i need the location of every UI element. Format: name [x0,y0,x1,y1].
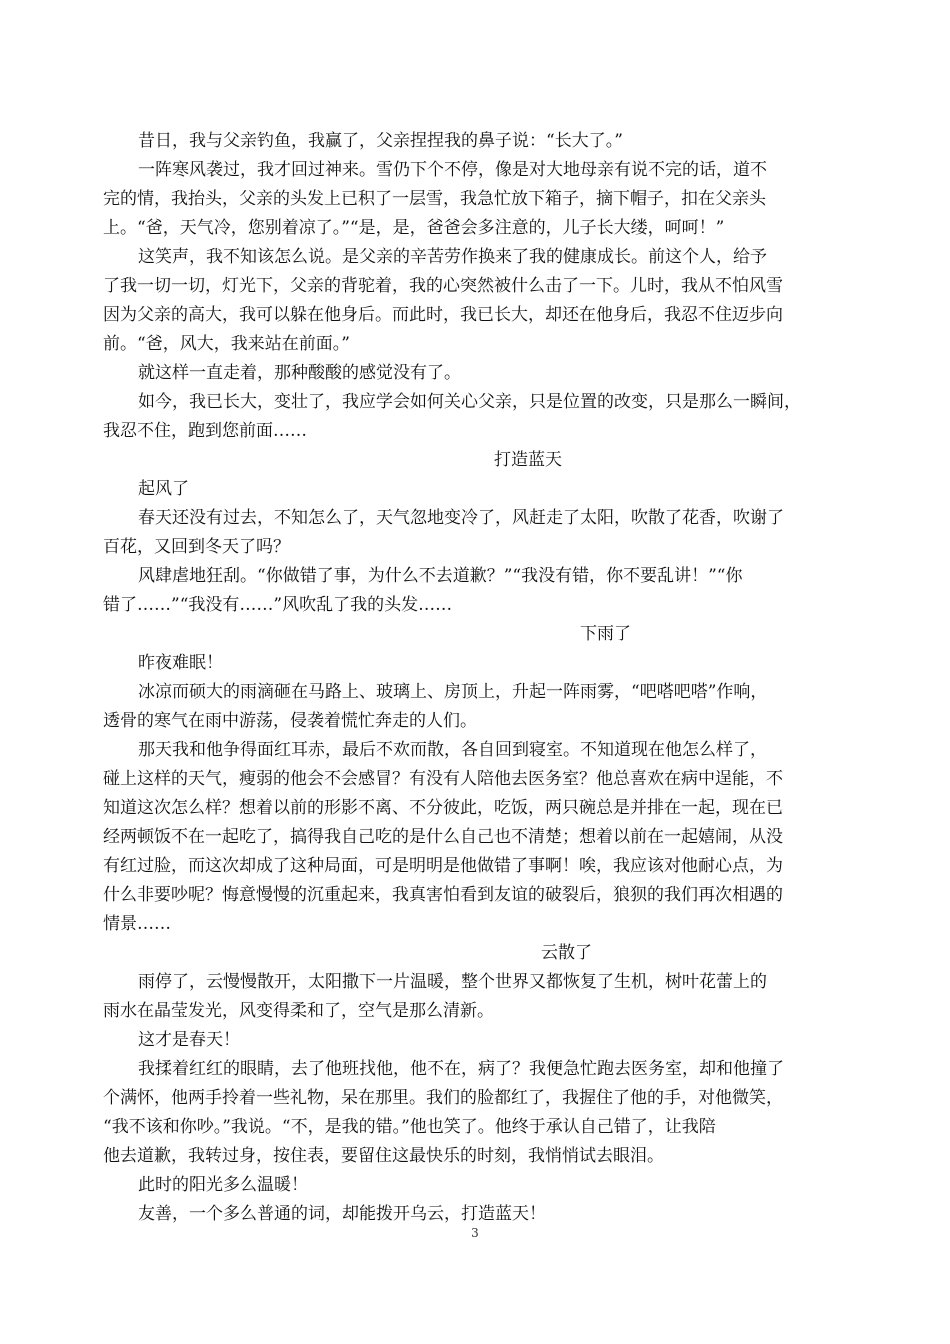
text-line: 百花，又回到冬天了吗？ [103,537,290,557]
text-line: 春天还没有过去，不知怎么了，天气忽地变冷了，风赶走了太阳，吹散了花香，吹谢了 [138,508,784,528]
text-line: 什么非要吵呢？悔意慢慢的沉重起来，我真害怕看到友谊的破裂后，狼狈的我们再次相遇的 [103,885,783,905]
text-line: 我忍不住，跑到您前面…… [103,421,307,441]
text-line: 昨夜难眠！ [138,653,223,673]
section-subtitle: 下雨了 [580,624,631,644]
text-line: 雨停了，云慢慢散开，太阳撒下一片温暖，整个世界又都恢复了生机，树叶花蕾上的 [138,972,767,992]
text-line: 就这样一直走着，那种酸酸的感觉没有了。 [138,363,461,383]
text-line: 风肆虐地狂刮。“你做错了事，为什么不去道歉？”“我没有错，你不要乱讲！”“你 [138,566,743,586]
text-line: 情景…… [103,914,171,934]
text-line: 碰上这样的天气，瘦弱的他会不会感冒？有没有人陪他去医务室？他总喜欢在病中逞能，不 [103,769,783,789]
text-line: 起风了 [138,479,189,499]
page-number: 3 [471,1226,479,1240]
text-line: 这才是春天！ [138,1030,240,1050]
text-line: 有红过脸，而这次却成了这种局面，可是明明是他做错了事啊！唉，我应该对他耐心点，为 [103,856,783,876]
text-line: 一阵寒风袭过，我才回过神来。雪仍下个不停，像是对大地母亲有说不完的话，道不 [138,160,767,180]
text-line: 透骨的寒气在雨中游荡，侵袭着慌忙奔走的人们。 [103,711,477,731]
text-line: 知道这次怎么样？想着以前的形影不离、不分彼此，吃饭，两只碗总是并排在一起，现在已 [103,798,783,818]
text-line: 上。“爸，天气冷，您别着凉了。”“是，是，爸爸会多注意的，儿子长大缕，呵呵！” [103,218,725,238]
text-line: 经两顿饭不在一起吃了，搞得我自己吃的是什么自己也不清楚；想着以前在一起嬉闹，从没 [103,827,783,847]
text-line: 我揉着红红的眼睛，去了他班找他，他不在，病了？我便急忙跑去医务室，却和他撞了 [138,1059,784,1079]
text-line: 错了……”“我没有……”风吹乱了我的头发…… [103,595,453,615]
text-line: 雨水在晶莹发光，风变得柔和了，空气是那么清新。 [103,1001,494,1021]
text-line: 个满怀，他两手拎着一些礼物，呆在那里。我们的脸都红了，我握住了他的手，对他微笑， [103,1088,783,1108]
text-line: 了我一切一切，灯光下，父亲的背驼着，我的心突然被什么击了一下。儿时，我从不怕风雪 [103,276,783,296]
text-line: 前。“爸，风大，我来站在前面。” [103,334,350,354]
text-line: 此时的阳光多么温暖！ [138,1175,308,1195]
text-line: 如今，我已长大，变壮了，我应学会如何关心父亲，只是位置的改变，只是那么一瞬间， [138,392,801,412]
text-line: 昔日，我与父亲钓鱼，我赢了，父亲捏捏我的鼻子说：“长大了。” [138,131,623,151]
section-subtitle: 云散了 [541,943,592,963]
text-line: 友善，一个多么普通的词，却能拨开乌云，打造蓝天！ [138,1204,546,1224]
text-line: 完的情，我抬头，父亲的头发上已积了一层雪，我急忙放下箱子，摘下帽子，扣在父亲头 [103,189,766,209]
text-line: “我不该和你吵。”我说。“不，是我的错。”他也笑了。他终于承认自己错了，让我陪 [103,1117,716,1137]
text-line: 这笑声，我不知该怎么说。是父亲的辛苦劳作换来了我的健康成长。前这个人，给予 [138,247,767,267]
text-line: 因为父亲的高大，我可以躲在他身后。而此时，我已长大，却还在他身后，我忍不住迈步向 [103,305,783,325]
text-line: 那天我和他争得面红耳赤，最后不欢而散，各自回到寝室。不知道现在他怎么样了， [138,740,767,760]
text-line: 冰凉而硕大的雨滴砸在马路上、玻璃上、房顶上，升起一阵雨雾，“吧嗒吧嗒”作响， [138,682,768,702]
section-title: 打造蓝天 [494,450,562,470]
text-line: 他去道歉，我转过身，按住表，要留住这最快乐的时刻，我悄悄试去眼泪。 [103,1146,664,1166]
